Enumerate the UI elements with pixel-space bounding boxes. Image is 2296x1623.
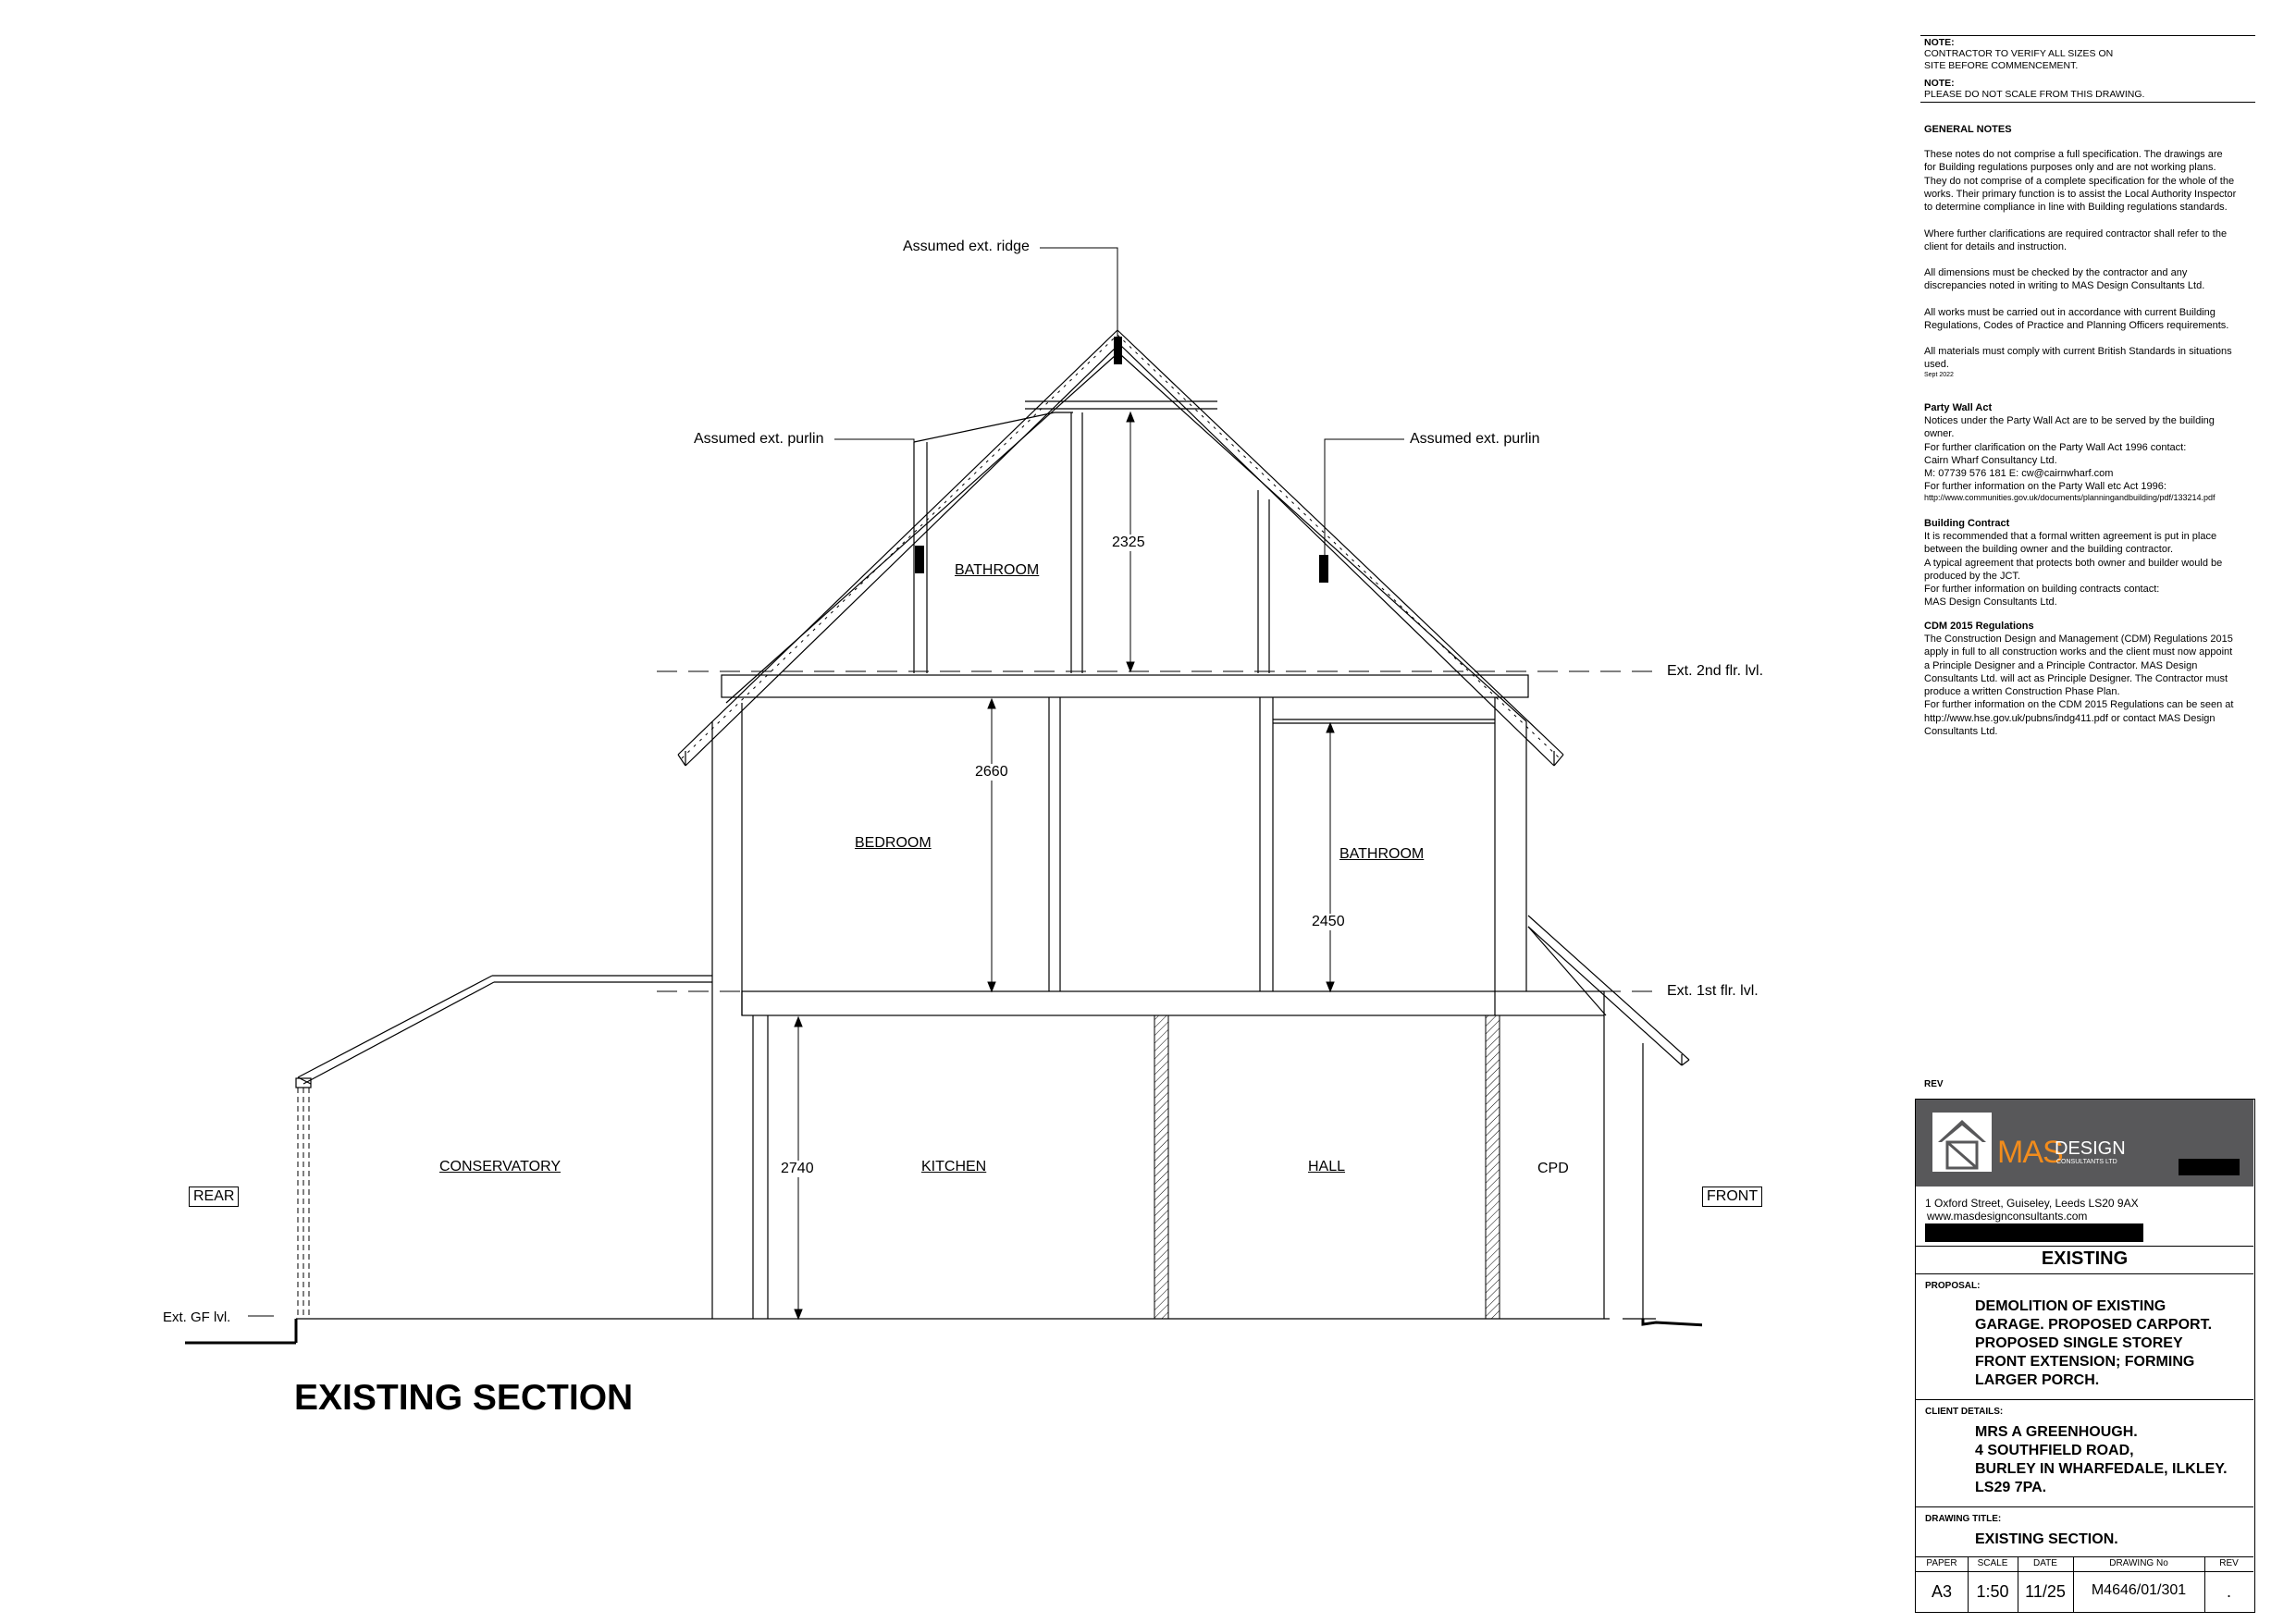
dimension-loft: 2325 xyxy=(1112,535,1145,550)
col-header-scale: SCALE xyxy=(1977,1558,2008,1568)
title-block xyxy=(1915,1099,2255,1613)
value-rev: . xyxy=(2226,1582,2231,1601)
room-label-kitchen: KITCHEN xyxy=(921,1159,987,1174)
purlin-marker-right xyxy=(1319,555,1328,583)
note-text: SITE BEFORE COMMENCEMENT. xyxy=(1924,60,2079,71)
rev-label: REV xyxy=(1924,1079,1944,1089)
ground-lines xyxy=(185,1319,1702,1343)
room-label-bathroom-loft: BATHROOM xyxy=(955,562,1040,578)
room-label-hall: HALL xyxy=(1308,1159,1346,1174)
company-address: 1 Oxford Street, Guiseley, Leeds LS20 9AX xyxy=(1925,1197,2139,1210)
general-notes-date: Sept 2022 xyxy=(1924,372,1954,378)
note-verify xyxy=(1924,37,2113,72)
redacted-block xyxy=(2179,1159,2240,1175)
note-text: CONTRACTOR TO VERIFY ALL SIZES ON xyxy=(1924,48,2114,59)
purlin-marker-left xyxy=(915,546,924,573)
status-title: EXISTING xyxy=(2041,1248,2129,1269)
redacted-block xyxy=(1925,1223,2143,1242)
general-notes-heading-text: GENERAL NOTES xyxy=(1924,124,2012,135)
logo-band xyxy=(1916,1100,2253,1187)
general-notes-para: Where further clarifications are required contractor shall refer to the client for details and instruction. xyxy=(1924,228,2228,253)
dimension-ground: 2740 xyxy=(781,1161,814,1176)
house-logo-icon xyxy=(1929,1109,1995,1175)
note-label: NOTE: xyxy=(1924,37,1955,48)
drawing-title: EXISTING SECTION. xyxy=(1975,1531,2118,1547)
client-text: MRS A GREENHOUGH. 4 SOUTHFIELD ROAD, BURLEY IN WHARFEDALE, ILKLEY. LS29 7PA. xyxy=(1975,1424,2228,1495)
drawing-title-label: DRAWING TITLE: xyxy=(1925,1514,2002,1524)
general-notes-para: These notes do not comprise a full specification. The drawings are for Building regulations purposes only and are not working plans. They do not comprise of a complete specification for the whole of the works. Their primary function is to assist the Local Authority Inspector to determine compliance in line with Building regulations standards. xyxy=(1924,149,2237,214)
ridge-marker xyxy=(1114,337,1122,364)
purlin-label-left: Assumed ext. purlin xyxy=(694,431,824,447)
note-scale xyxy=(1924,78,2144,101)
note-label: NOTE: xyxy=(1924,78,1955,89)
party-wall-url: http://www.communities.gov.uk/documents/planningandbuilding/pdf/133214.pdf xyxy=(1924,493,2216,502)
first-floor-level-label: Ext. 1st flr. lvl. xyxy=(1667,983,1759,999)
dimension-bedroom: 2660 xyxy=(975,764,1008,780)
room-label-bedroom: BEDROOM xyxy=(855,835,932,851)
ground-level-label: Ext. GF lvl. xyxy=(163,1309,231,1325)
building-contract-heading: Building Contract xyxy=(1924,518,2010,529)
value-drawing-no: M4646/01/301 xyxy=(2091,1582,2187,1598)
general-notes-para: All works must be carried out in accordance with current Building Regulations, Codes of Practice and Planning Officers requirements. xyxy=(1924,307,2229,332)
note-text: PLEASE DO NOT SCALE FROM THIS DRAWING. xyxy=(1924,89,2145,100)
col-header-paper: PAPER xyxy=(1926,1558,1957,1568)
leader-lines xyxy=(248,248,1404,1316)
second-floor-level-label: Ext. 2nd flr. lvl. xyxy=(1667,663,1764,679)
section-title: EXISTING SECTION xyxy=(294,1378,634,1418)
room-label-cpd: CPD xyxy=(1537,1161,1569,1176)
value-scale: 1:50 xyxy=(1976,1582,2009,1601)
logo-mas: MAS xyxy=(1997,1135,2063,1170)
title-block-table xyxy=(1916,1556,2253,1612)
logo-design: DESIGN xyxy=(2055,1138,2126,1159)
post-left xyxy=(1154,1015,1168,1319)
col-header-date: DATE xyxy=(2033,1558,2057,1568)
front-label: FRONT xyxy=(1702,1187,1762,1207)
company-website: www.masdesignconsultants.com xyxy=(1927,1210,2088,1223)
general-notes-para: All materials must comply with current British Standards in situations used. xyxy=(1924,346,2232,371)
post-right xyxy=(1486,1015,1500,1319)
purlin-label-right: Assumed ext. purlin xyxy=(1410,431,1540,447)
notes-mid-rule xyxy=(1920,102,2255,103)
value-date: 11/25 xyxy=(2025,1582,2066,1601)
proposal-text: DEMOLITION OF EXISTING GARAGE. PROPOSED CARPORT. PROPOSED SINGLE STOREY FRONT EXTENSION; FORMING LARGER PORCH. xyxy=(1975,1298,2213,1388)
cdm-body: The Construction Design and Management (CDM) Regulations 2015 apply in full to all construction works and the client must now appoint a Principle Designer and a Principle Contractor. MAS Design Consultants Ltd. will act as Principle Designer. The Contractor must produce a written Construction Phase Plan. For further information on the CDM 2015 Regulations can be seen at http://www.hse.gov.uk/pubns/indg411.pdf or contact MAS Design Consultants Ltd. xyxy=(1924,633,2234,738)
value-paper: A3 xyxy=(1931,1582,1953,1601)
proposal-label: PROPOSAL: xyxy=(1925,1281,1981,1291)
logo-consultants: CONSULTANTS LTD xyxy=(2056,1159,2117,1165)
dimension-bathroom: 2450 xyxy=(1312,914,1345,929)
notes-top-rule xyxy=(1920,35,2255,36)
building-contract-body: It is recommended that a formal written agreement is put in place between the building owner and the building contractor. A typical agreement that protects both owner and builder would be produced by the JCT. For further information on building contracts contact: MAS Design Consultants Ltd. xyxy=(1924,531,2223,609)
party-wall-body: Notices under the Party Wall Act are to be served by the building owner. For further clarification on the Party Wall Act 1996 contact: Cairn Wharf Consultancy Ltd. M: 07739 576 181 E: cw@cairnwharf.com For further information on the Party Wall etc Act 1996: xyxy=(1924,415,2215,493)
dimension-lines xyxy=(795,412,1334,1319)
room-label-conservatory: CONSERVATORY xyxy=(439,1159,561,1174)
col-header-drawing-no: DRAWING No xyxy=(2109,1558,2168,1568)
room-label-bathroom-first: BATHROOM xyxy=(1339,846,1425,862)
rear-label: REAR xyxy=(189,1187,239,1207)
general-notes-para: All dimensions must be checked by the contractor and any discrepancies noted in writing to MAS Design Consultants Ltd. xyxy=(1924,267,2205,292)
ridge-label: Assumed ext. ridge xyxy=(903,239,1030,254)
party-wall-heading: Party Wall Act xyxy=(1924,402,1993,413)
client-label: CLIENT DETAILS: xyxy=(1925,1407,2004,1417)
cdm-heading: CDM 2015 Regulations xyxy=(1924,621,2034,632)
col-header-rev: REV xyxy=(2219,1558,2239,1568)
